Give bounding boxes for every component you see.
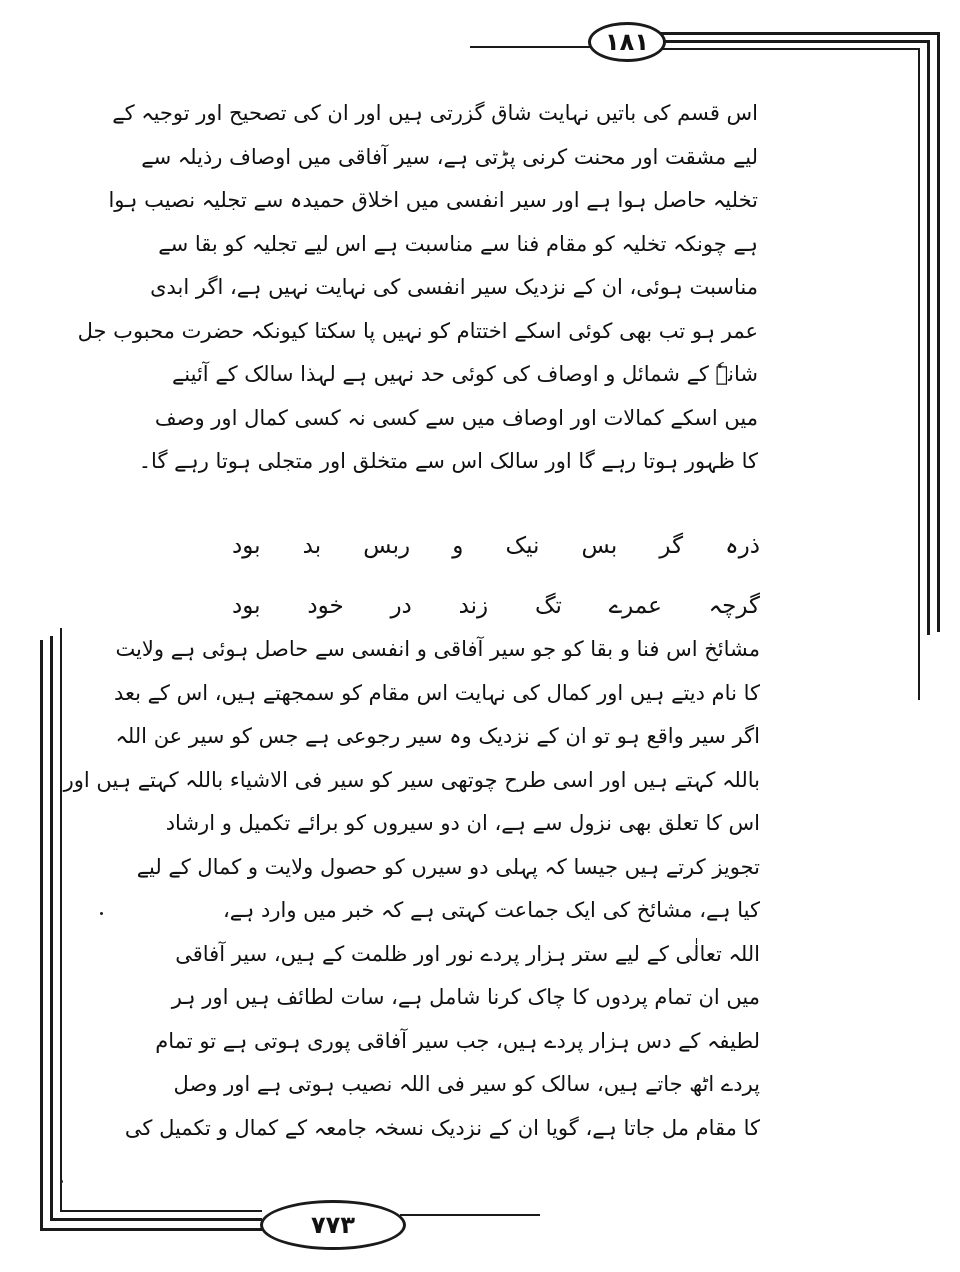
paragraph-2-line: میں ان تمام پردوں کا چاک کرنا شامل ہے، سات لطائف ہیں اور ہر bbox=[171, 985, 760, 1009]
verse-word: بس bbox=[581, 533, 618, 559]
frame-top-line-1 bbox=[660, 32, 940, 35]
verse-word: خود bbox=[307, 593, 344, 619]
paragraph-1-line: مناسبت ہوئی، ان کے نزدیک سیر انفسی کی نہایت نہیں ہے، اگر ابدی bbox=[150, 275, 758, 299]
scan-speck bbox=[60, 1180, 63, 1183]
verse-couplet bbox=[232, 520, 760, 632]
frame-left-line-2 bbox=[50, 636, 53, 1220]
verse-line-1 bbox=[232, 520, 760, 572]
paragraph-1-line: عمر ہو تب بھی کوئی اسکے اختتام کو نہیں پا سکتا کیونکہ حضرت محبوب جل bbox=[77, 318, 758, 343]
paragraph-2-line: تجویز کرتے ہیں جیسا کہ پہلی دو سیرں کو حصول ولایت و کمال کے لیے bbox=[136, 854, 760, 879]
paragraph-2-line: لطیفہ کے دس ہزار پردے ہیں، جب سیر آفاقی پوری ہوتی ہے تو تمام bbox=[155, 1028, 760, 1053]
paragraph-1-line: اس قسم کی باتیں نہایت شاق گزرتی ہیں اور ان کی تصحیح اور توجیہ کے bbox=[112, 101, 758, 125]
verse-word: گر bbox=[659, 533, 684, 559]
frame-bottom-right-stub bbox=[400, 1214, 540, 1216]
footer-page-number-text: ۷۷۳ bbox=[311, 1211, 355, 1239]
footer-page-number bbox=[260, 1200, 406, 1250]
verse-word: بود bbox=[232, 593, 261, 619]
frame-right-line-2 bbox=[927, 40, 930, 635]
paragraph-2-line: کا مقام مل جاتا ہے، گویا ان کے نزدیک نسخہ جامعہ کے کمال و تکمیل کی bbox=[124, 1115, 760, 1140]
frame-top-line-2 bbox=[660, 40, 930, 43]
frame-right-line-3 bbox=[918, 48, 920, 700]
verse-word: نیک bbox=[505, 533, 540, 559]
paragraph-1 bbox=[77, 92, 758, 484]
header-page-number bbox=[588, 22, 666, 62]
paragraph-1-line: لیے مشقت اور محنت کرنی پڑتی ہے، سیر آفاقی میں اوصاف رذیلہ سے bbox=[141, 144, 758, 169]
verse-word: گرچہ bbox=[708, 593, 760, 619]
frame-right-line-1 bbox=[937, 32, 940, 632]
scan-speck bbox=[100, 912, 103, 915]
header-page-number-text: ۱۸۱ bbox=[605, 28, 649, 56]
paragraph-2-line: مشائخ اس فنا و بقا کو جو سیر آفاقی و انفسی سے حاصل ہوئی ہے ولایت bbox=[115, 637, 760, 661]
paragraph-2 bbox=[63, 628, 760, 1150]
verse-word: ذرہ bbox=[725, 533, 760, 559]
frame-bottom-line-1 bbox=[40, 1228, 262, 1231]
verse-word: بود bbox=[232, 533, 261, 559]
frame-left-line-1 bbox=[40, 640, 43, 1230]
paragraph-2-line: اللہ تعالٰی کے لیے ستر ہزار پردے نور اور ظلمت کے ہیں، سیر آفاقی bbox=[175, 941, 760, 966]
frame-left-line-3 bbox=[60, 628, 62, 1212]
verse-word: ربس bbox=[363, 533, 411, 559]
paragraph-2-line: پردے اٹھ جاتے ہیں، سالک کو سیر فی اللہ نصیب ہوتی ہے اور وصل bbox=[173, 1072, 760, 1096]
paragraph-1-line: تخلیہ حاصل ہوا ہے اور سیر انفسی میں اخلاق حمیدہ سے تجلیہ نصیب ہوا bbox=[108, 188, 758, 212]
frame-bottom-line-2 bbox=[50, 1218, 262, 1221]
verse-word: تگ bbox=[534, 593, 562, 619]
paragraph-2-line: کا نام دیتے ہیں اور کمال کی نہایت اس مقام کو سمجھتے ہیں، اس کے بعد bbox=[113, 680, 760, 705]
paragraph-1-line: میں اسکے کمالات اور اوصاف میں سے کسی نہ کسی کمال اور وصف bbox=[154, 405, 758, 430]
frame-top-line-3 bbox=[660, 48, 920, 50]
frame-bottom-line-3 bbox=[60, 1210, 262, 1212]
verse-line-2 bbox=[232, 580, 760, 632]
verse-word: زند bbox=[458, 593, 489, 619]
verse-word: بد bbox=[302, 533, 322, 559]
paragraph-2-line: اگر سیر واقع ہو تو ان کے نزدیک وہ سیر رجوعی ہے جس کو سیر عن اللہ bbox=[115, 724, 760, 748]
paragraph-2-line: باللہ کہتے ہیں اور اسی طرح چوتھی سیر کو سیر فی الاشیاء باللہ کہتے ہیں اور bbox=[63, 767, 760, 792]
paragraph-2-line: اس کا تعلق بھی نزول سے ہے، ان دو سیروں کو برائے تکمیل و ارشاد bbox=[165, 811, 760, 835]
paragraph-2-line: کیا ہے، مشائخ کی ایک جماعت کہتی ہے کہ خبر میں وارد ہے، bbox=[222, 898, 760, 922]
paragraph-1-line: ہے چونکہ تخلیہ کو مقام فنا سے مناسبت ہے اس لیے تجلیہ کو بقا سے bbox=[158, 231, 758, 256]
verse-word: عمرے bbox=[608, 593, 662, 619]
paragraph-1-line: کا ظہور ہوتا رہے گا اور سالک اس سے متخلق اور متجلی ہوتا رہے گا۔ bbox=[138, 449, 758, 473]
verse-word: و bbox=[452, 533, 464, 559]
paragraph-1-line: شانہٗ کے شمائل و اوصاف کی کوئی حد نہیں ہے لہذا سالک کے آئینے bbox=[171, 362, 758, 386]
frame-top-left-stub bbox=[470, 46, 590, 48]
verse-word: در bbox=[390, 593, 412, 619]
